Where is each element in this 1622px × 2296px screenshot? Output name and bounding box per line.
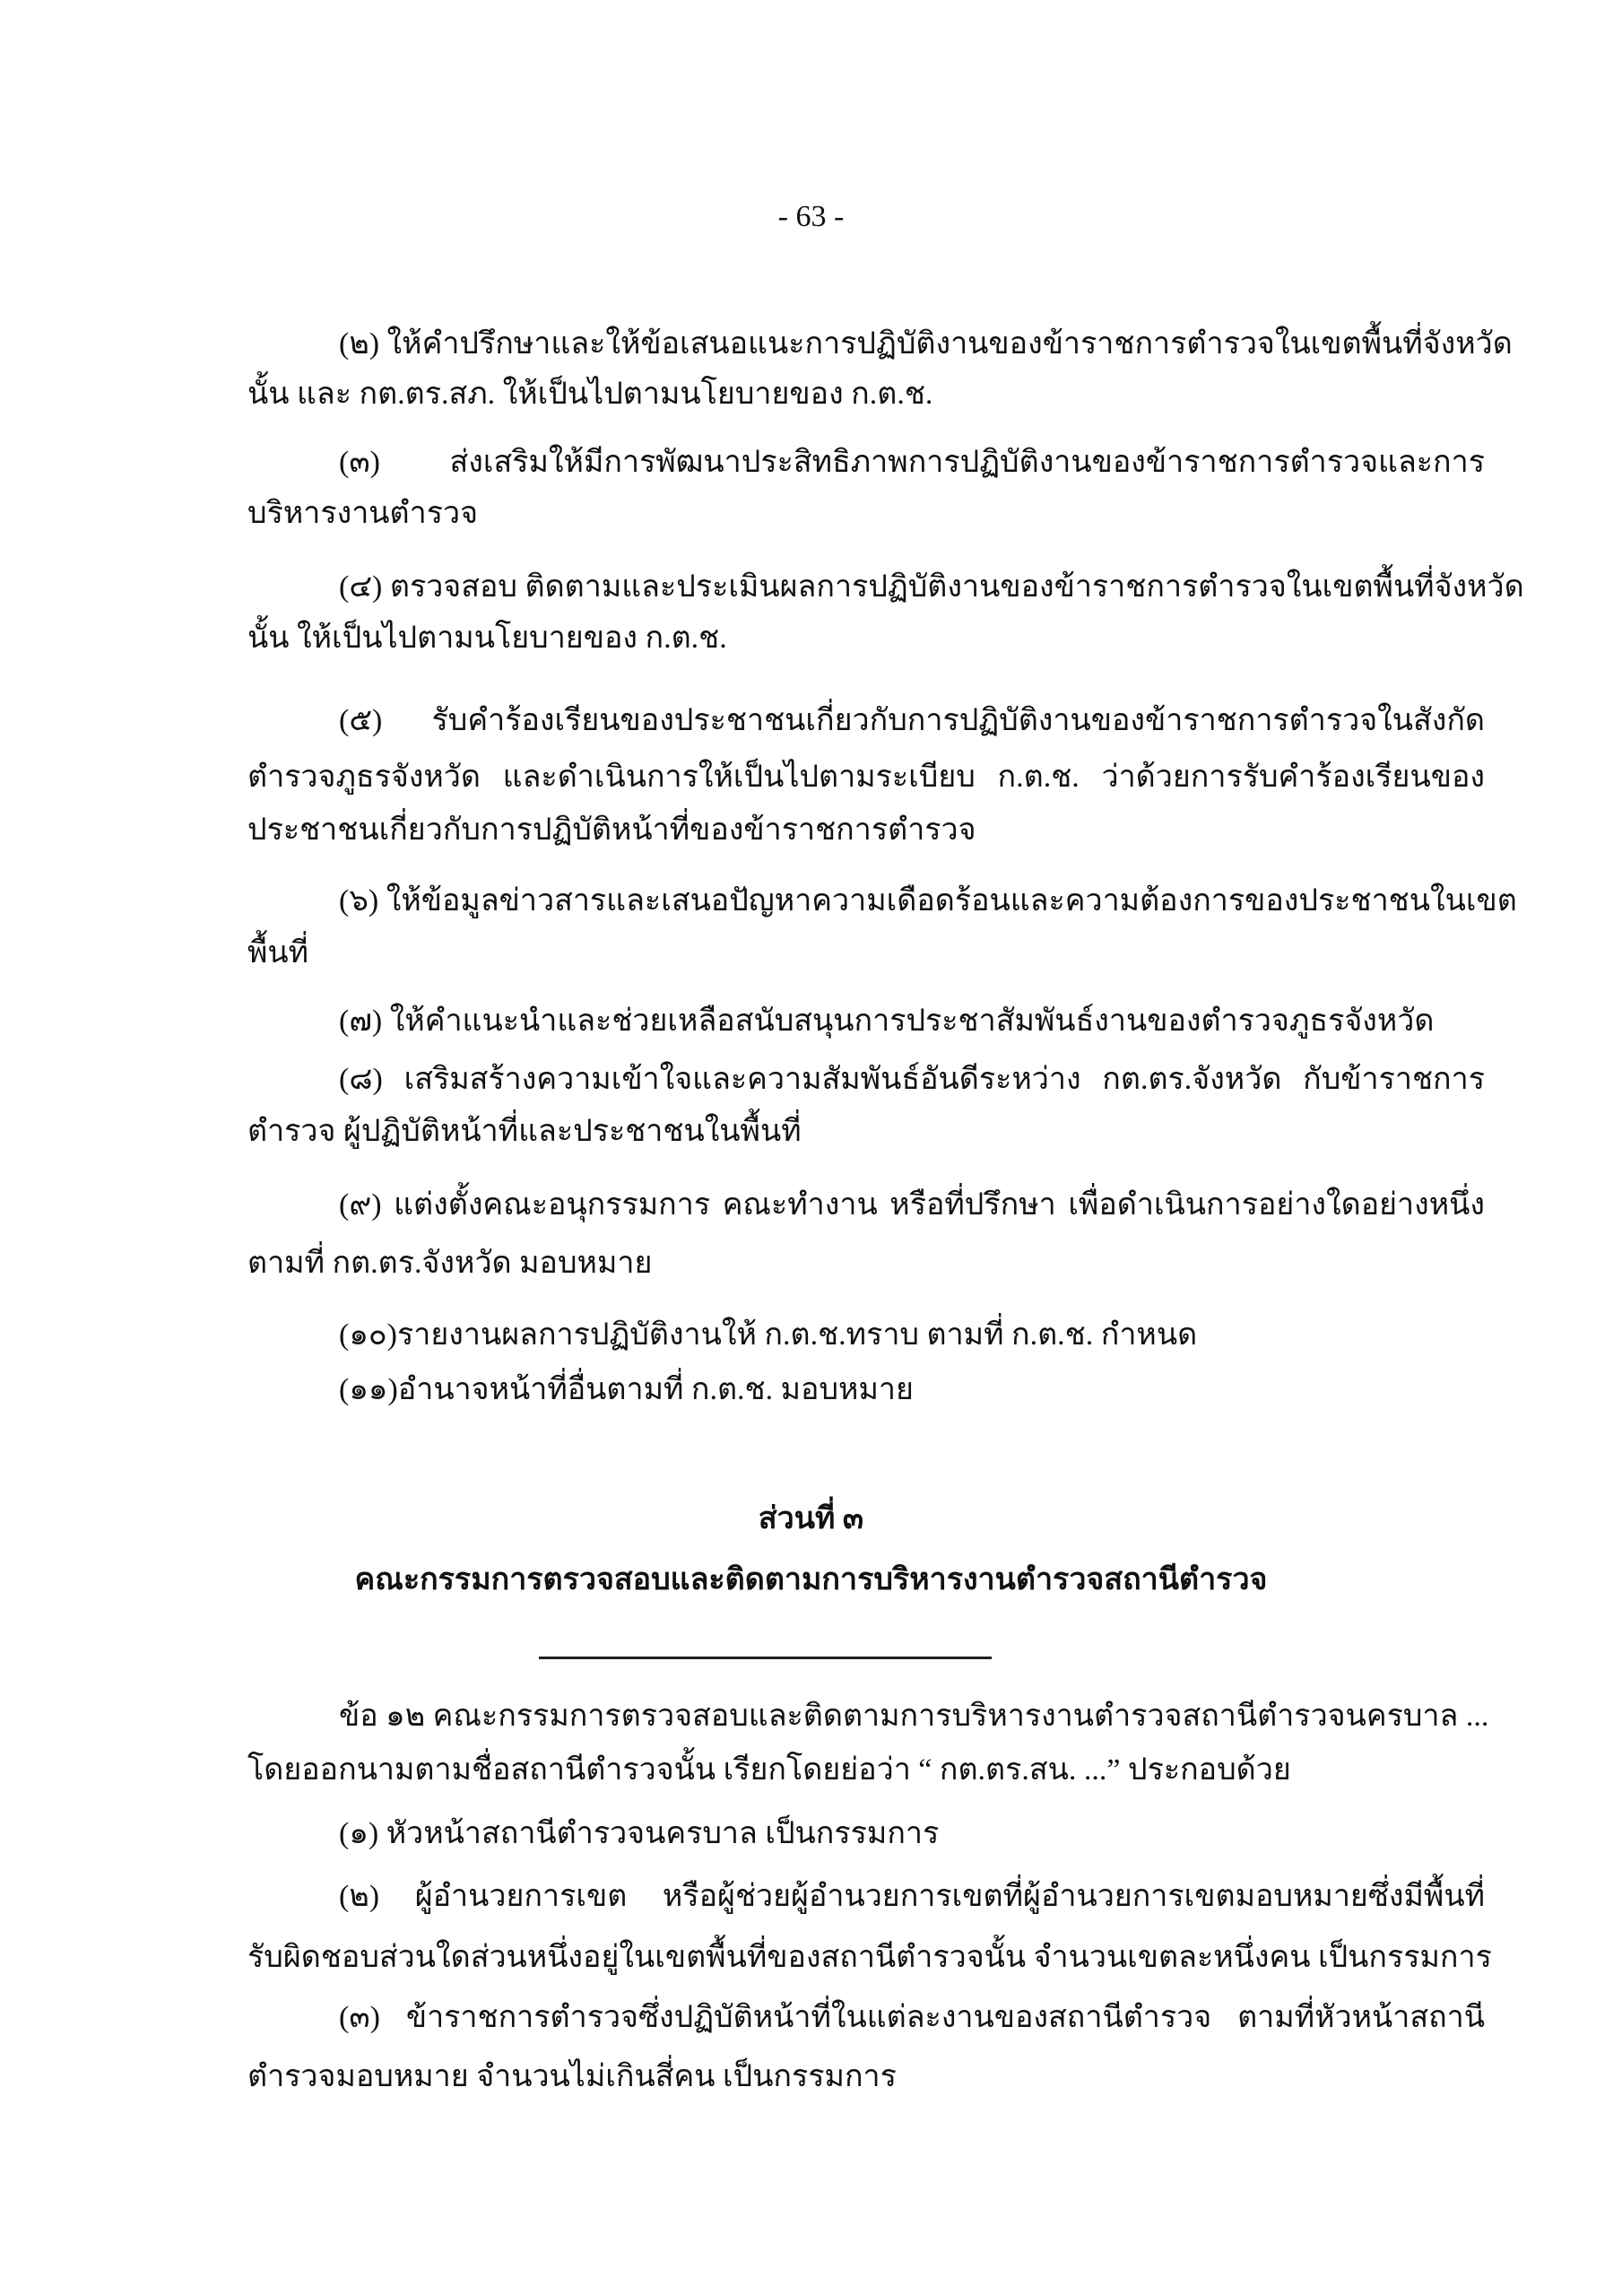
item-6-line-1: (๖) ให้ข้อมูลข่าวสารและเสนอปัญหาความเดือดร้อนและความต้องการของประชาชนในเขต [339,884,1517,918]
item-2-line-1: (๒) ให้คำปรึกษาและให้ข้อเสนอแนะการปฏิบัติงานของข้าราชการตำรวจในเขตพื้นที่จังหวัด [339,327,1513,361]
item-11-line-1: (๑๑)อำนาจหน้าที่อื่นตามที่ ก.ต.ช. มอบหมาย [339,1373,914,1406]
item-7-line-1: (๗) ให้คำแนะนำและช่วยเหลือสนับสนุนการประชาสัมพันธ์งานของตำรวจภูธรจังหวัด [339,1004,1435,1038]
item-4-line-2: นั้น ให้เป็นไปตามนโยบายของ ก.ต.ช. [247,622,727,655]
clause-12-line-1: ข้อ ๑๒ คณะกรรมการตรวจสอบและติดตามการบริหารงานตำรวจสถานีตำรวจนครบาล ... [339,1700,1489,1733]
item-4-line-1: (๔) ตรวจสอบ ติดตามและประเมินผลการปฏิบัติงานของข้าราชการตำรวจในเขตพื้นที่จังหวัด [339,570,1524,604]
item-5-line-2: ตำรวจภูธรจังหวัด และดำเนินการให้เป็นไปตามระเบียบ ก.ต.ช. ว่าด้วยการรับคำร้องเรียนของ [247,761,1485,794]
section-label: ส่วนที่ ๓ [758,1502,864,1535]
item-8-line-1: (๘) เสริมสร้างความเข้าใจและความสัมพันธ์อันดีระหว่าง กต.ตร.จังหวัด กับข้าราชการ [339,1063,1485,1096]
member-2-line-1: (๒) ผู้อำนวยการเขต หรือผู้ช่วยผู้อำนวยการเขตที่ผู้อำนวยการเขตมอบหมายซึ่งมีพื้นที่ [339,1880,1485,1913]
member-3-line-2: ตำรวจมอบหมาย จำนวนไม่เกินสี่คน เป็นกรรมการ [247,2060,897,2093]
item-6-line-2: พื้นที่ [247,936,309,970]
section-title: คณะกรรมการตรวจสอบและติดตามการบริหารงานตำรวจสถานีตำรวจ [354,1563,1268,1596]
page-number: - 63 - [777,200,845,233]
clause-12-line-2: โดยออกนามตามชื่อสถานีตำรวจนั้น เรียกโดยย่อว่า “ กต.ตร.สน. ...” ประกอบด้วย [247,1753,1291,1787]
item-9-line-2: ตามที่ กต.ตร.จังหวัด มอบหมาย [247,1247,653,1280]
item-10-line-1: (๑๐)รายงานผลการปฏิบัติงานให้ ก.ต.ช.ทราบ ตามที่ ก.ต.ช. กำหนด [339,1318,1198,1352]
member-2-line-2: รับผิดชอบส่วนใดส่วนหนึ่งอยู่ในเขตพื้นที่ของสถานีตำรวจนั้น จำนวนเขตละหนึ่งคน เป็นกรรมการ [247,1941,1492,1974]
item-5-line-1: (๕) รับคำร้องเรียนของประชาชนเกี่ยวกับการปฏิบัติงานของข้าราชการตำรวจในสังกัด [339,704,1485,737]
member-3-line-1: (๓) ข้าราชการตำรวจซึ่งปฏิบัติหน้าที่ในแต่ละงานของสถานีตำรวจ ตามที่หัวหน้าสถานี [339,2001,1485,2034]
item-8-line-2: ตำรวจ ผู้ปฏิบัติหน้าที่และประชาชนในพื้นที่ [247,1115,802,1148]
item-3-line-2: บริหารงานตำรวจ [247,497,478,530]
item-3-line-1: (๓) ส่งเสริมให้มีการพัฒนาประสิทธิภาพการปฏิบัติงานของข้าราชการตำรวจและการ [339,446,1485,479]
section-divider [539,1657,992,1659]
item-9-line-1: (๙) แต่งตั้งคณะอนุกรรมการ คณะทำงาน หรือที่ปรึกษา เพื่อดำเนินการอย่างใดอย่างหนึ่ง [339,1188,1485,1222]
member-1-line-1: (๑) หัวหน้าสถานีตำรวจนครบาล เป็นกรรมการ [339,1817,940,1850]
item-2-line-2: นั้น และ กต.ตร.สภ. ให้เป็นไปตามนโยบายของ ก.ต.ช. [247,378,933,411]
item-5-line-3: ประชาชนเกี่ยวกับการปฏิบัติหน้าที่ของข้าราชการตำรวจ [247,813,976,847]
